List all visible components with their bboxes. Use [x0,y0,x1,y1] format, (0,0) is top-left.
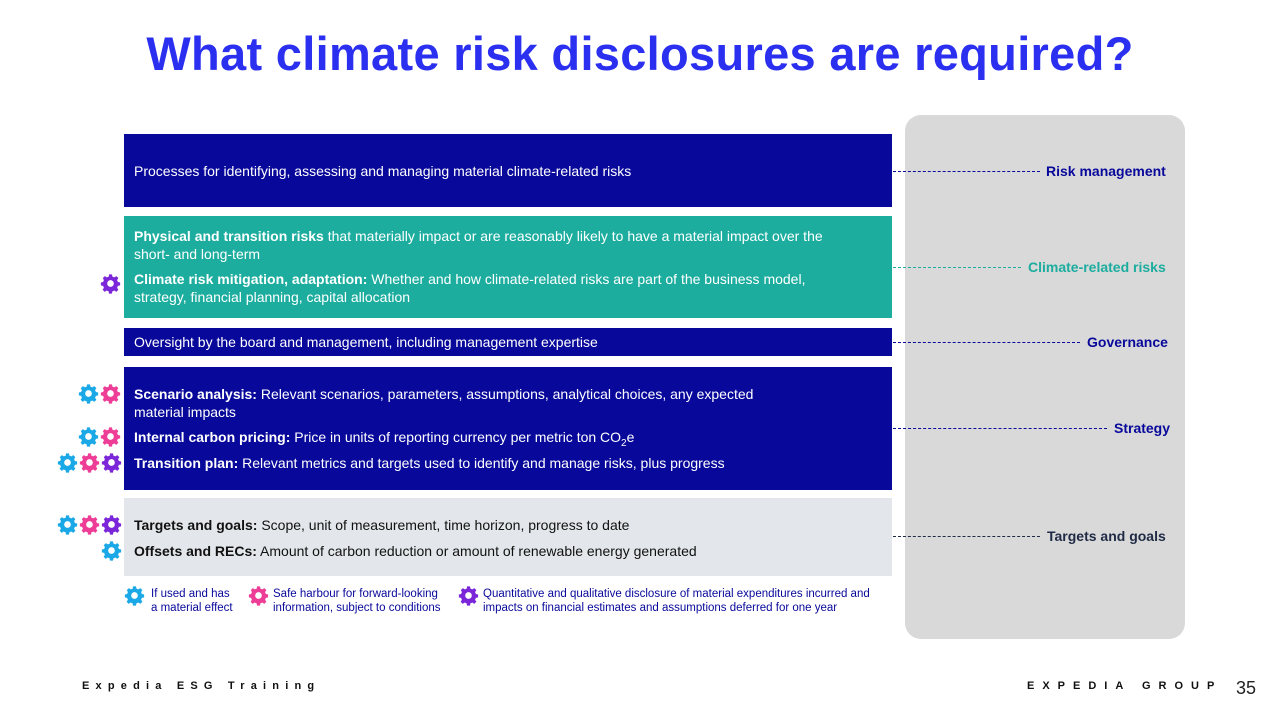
climate-item-physical-rest: that materially impact or are reasonably likely to have a material impact over the [323,228,823,244]
gear-icon-purple [100,273,121,294]
strategy-item-carbon-rest: Price in units of reporting currency per metric ton CO [290,429,622,445]
targets-item-offsets-bold: Offsets and RECs: [134,543,257,559]
targets-item-goals [134,516,874,534]
legend-pink-text [273,587,440,615]
label-risk-management: Risk management [1046,163,1166,179]
targets-connector [893,536,1040,537]
climate-item-mitigation [134,270,874,288]
strategy-item-carbon-pricing [134,428,874,453]
gear-icon-cyan [57,514,78,535]
gear-icon-purple [101,452,122,473]
gear-icon-cyan [57,452,78,473]
legend-purple-text [483,587,870,615]
climate-risks-box [124,216,892,318]
strategy-item-scenario-bold: Scenario analysis: [134,386,257,402]
co2-suffix: e [626,429,635,445]
legend-gear-icon-pink [248,585,269,606]
strategy-connector [893,428,1107,429]
footer-brand: EXPEDIA GROUP [1027,680,1223,692]
strategy-item-scenario-line2: material impacts [134,404,236,420]
governance-box [124,328,892,356]
footer-training-label: Expedia ESG Training [82,680,321,692]
climate-item-mitigation-rest: Whether and how climate-related risks are part of the business model, [367,271,806,287]
label-strategy: Strategy [1114,420,1171,436]
gear-icon-pink [79,514,100,535]
climate-item-physical-bold: Physical and transition risks [134,228,324,244]
targets-item-offsets-rest: Amount of carbon reduction or amount of renewable energy generated [256,543,697,559]
legend-purple-line2: impacts on financial estimates and assumptions deferred for one year [483,602,838,614]
strategy-item-transition-bold: Transition plan: [134,455,239,471]
targets-box [124,498,892,576]
gear-icon-cyan [78,426,99,447]
co2-subscript: 2 [621,437,627,449]
gear-icon-pink [79,452,100,473]
legend-purple-line1: Quantitative and qualitative disclosure of material expenditures incurred and [483,588,870,600]
legend-pink-line2: information, subject to conditions [273,602,441,614]
gear-icon-purple [101,514,122,535]
governance-text: Oversight by the board and management, including management expertise [134,334,598,350]
risk-management-text: Processes for identifying, assessing and managing material climate-related risks [134,163,632,179]
gear-icon-cyan [78,383,99,404]
climate-item-mitigation-line2: strategy, financial planning, capital allocation [134,289,411,305]
strategy-item-scenario-rest: Relevant scenarios, parameters, assumptions, analytical choices, any expected [256,386,754,402]
climate-item-mitigation-bold: Climate risk mitigation, adaptation: [134,271,368,287]
climate-item-physical-line2: short- and long-term [134,246,261,262]
page-title: What climate risk disclosures are required? [146,27,1134,80]
governance-connector [893,342,1080,343]
label-climate-risks: Climate-related risks [1028,259,1166,275]
targets-item-goals-rest: Scope, unit of measurement, time horizon, progress to date [257,517,630,533]
climate-risks-connector [893,267,1021,268]
label-governance: Governance [1087,334,1168,350]
legend-cyan-line1: If used and has [151,588,230,600]
climate-item-physical [134,227,874,245]
legend-gear-icon-purple [458,585,479,606]
targets-item-offsets [134,542,874,560]
label-targets: Targets and goals [1047,528,1166,544]
legend-gear-icon-cyan [124,585,145,606]
legend-pink-line1: Safe harbour for forward-looking [273,588,438,600]
gear-icon-pink [100,383,121,404]
legend-cyan-text [151,587,233,615]
strategy-item-carbon-bold: Internal carbon pricing: [134,429,291,445]
strategy-box [124,367,892,490]
legend-cyan-line2: a material effect [151,602,233,614]
gear-icon-pink [100,426,121,447]
gear-icon-cyan [101,540,122,561]
targets-item-goals-bold: Targets and goals: [134,517,258,533]
side-panel [905,115,1185,639]
risk-management-connector [893,171,1040,172]
strategy-item-transition [134,454,874,472]
page-number: 35 [1236,678,1257,698]
strategy-item-transition-rest: Relevant metrics and targets used to identify and manage risks, plus progress [238,455,725,471]
strategy-item-scenario [134,385,874,403]
risk-management-box [124,134,892,207]
